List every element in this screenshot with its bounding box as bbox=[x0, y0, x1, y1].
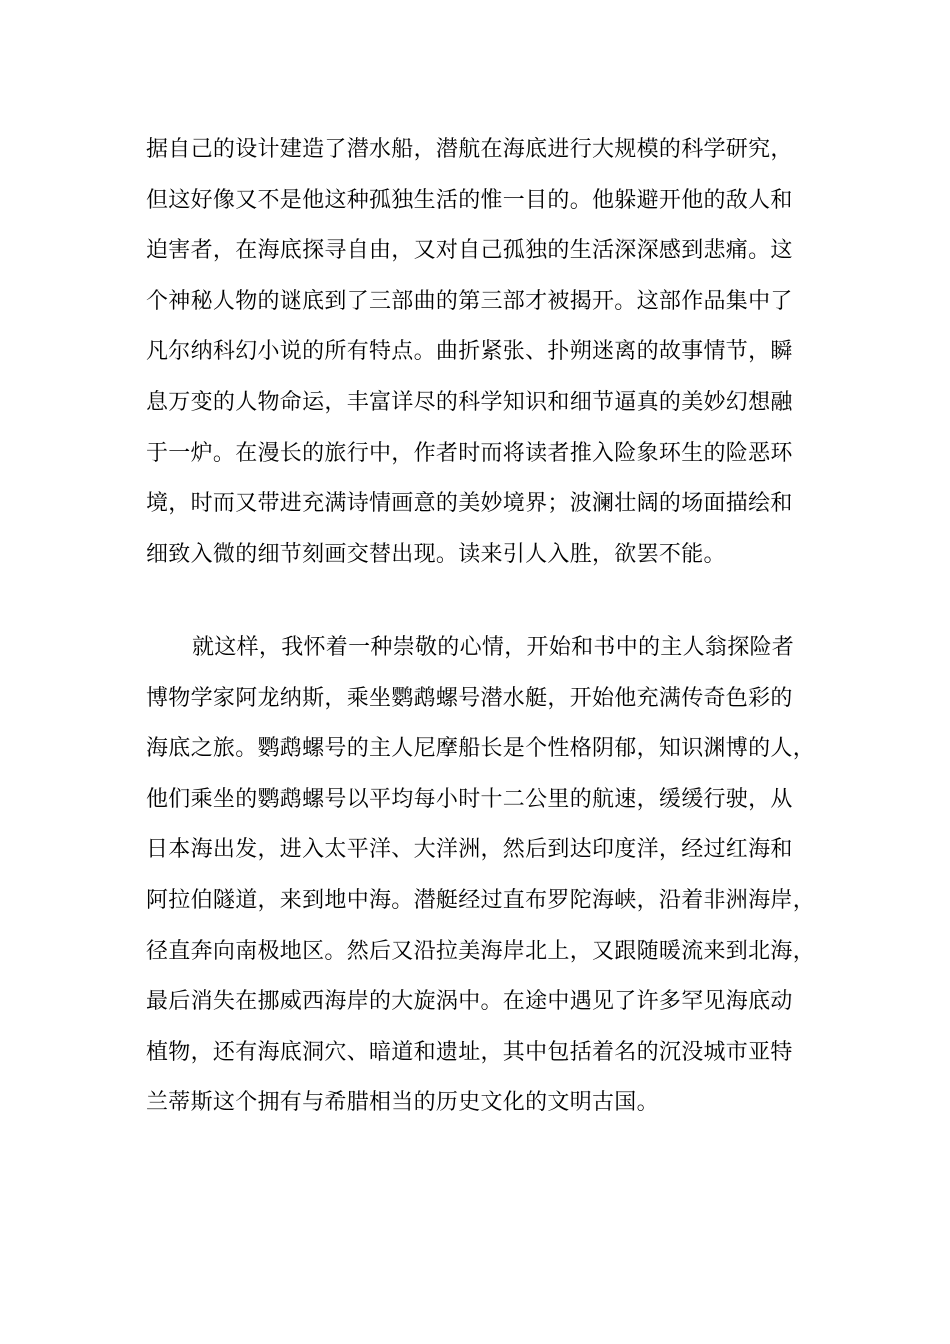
paragraph-2 bbox=[146, 623, 816, 1129]
text-line: 海底之旅。鹦鹉螺号的主人尼摩船长是个性格阴郁，知识渊博的人， bbox=[146, 736, 816, 762]
text-line: 据自己的设计建造了潜水船，潜航在海底进行大规模的科学研究， bbox=[146, 137, 793, 162]
text-line: 凡尔纳科幻小说的所有特点。曲折紧张、扑朔迷离的故事情节，瞬 bbox=[146, 339, 793, 365]
text-line: 息万变的人物命运，丰富详尽的科学知识和细节逼真的美妙幻想融 bbox=[146, 389, 793, 415]
text-line: 兰蒂斯这个拥有与希腊相当的历史文化的文明古国。 bbox=[146, 1090, 659, 1116]
paragraph-1 bbox=[146, 125, 816, 580]
text-line: 个神秘人物的谜底到了三部曲的第三部才被揭开。这部作品集中了 bbox=[146, 288, 793, 314]
text-line: 博物学家阿龙纳斯，乘坐鹦鹉螺号潜水艇，开始他充满传奇色彩的 bbox=[146, 685, 793, 711]
text-line: 径直奔向南极地区。然后又沿拉美海岸北上，又跟随暖流来到北海， bbox=[146, 938, 816, 964]
text-line: 但这好像又不是他这种孤独生活的惟一目的。他躲避开他的敌人和 bbox=[146, 187, 793, 213]
text-line: 日本海出发，进入太平洋、大洋洲，然后到达印度洋，经过红海和 bbox=[146, 837, 793, 863]
text-line: 植物，还有海底洞穴、暗道和遗址，其中包括着名的沉没城市亚特 bbox=[146, 1039, 793, 1065]
text-line: 于一炉。在漫长的旅行中，作者时而将读者推入险象环生的险恶环 bbox=[146, 440, 793, 466]
text-line: 阿拉伯隧道，来到地中海。潜艇经过直布罗陀海峡，沿着非洲海岸， bbox=[146, 887, 816, 913]
text-line: 最后消失在挪威西海岸的大旋涡中。在途中遇见了许多罕见海底动 bbox=[146, 989, 793, 1015]
text-line: 他们乘坐的鹦鹉螺号以平均每小时十二公里的航速，缓缓行驶，从 bbox=[146, 786, 793, 812]
text-line: 迫害者，在海底探寻自由，又对自己孤独的生活深深感到悲痛。这 bbox=[146, 238, 793, 264]
text-line-first-indented: 就这样，我怀着一种崇敬的心情，开始和书中的主人翁探险者 bbox=[192, 635, 795, 660]
text-line: 细致入微的细节刻画交替出现。读来引人入胜，欲罢不能。 bbox=[146, 541, 726, 567]
text-line: 境，时而又带进充满诗情画意的美妙境界；波澜壮阔的场面描绘和 bbox=[146, 491, 793, 517]
